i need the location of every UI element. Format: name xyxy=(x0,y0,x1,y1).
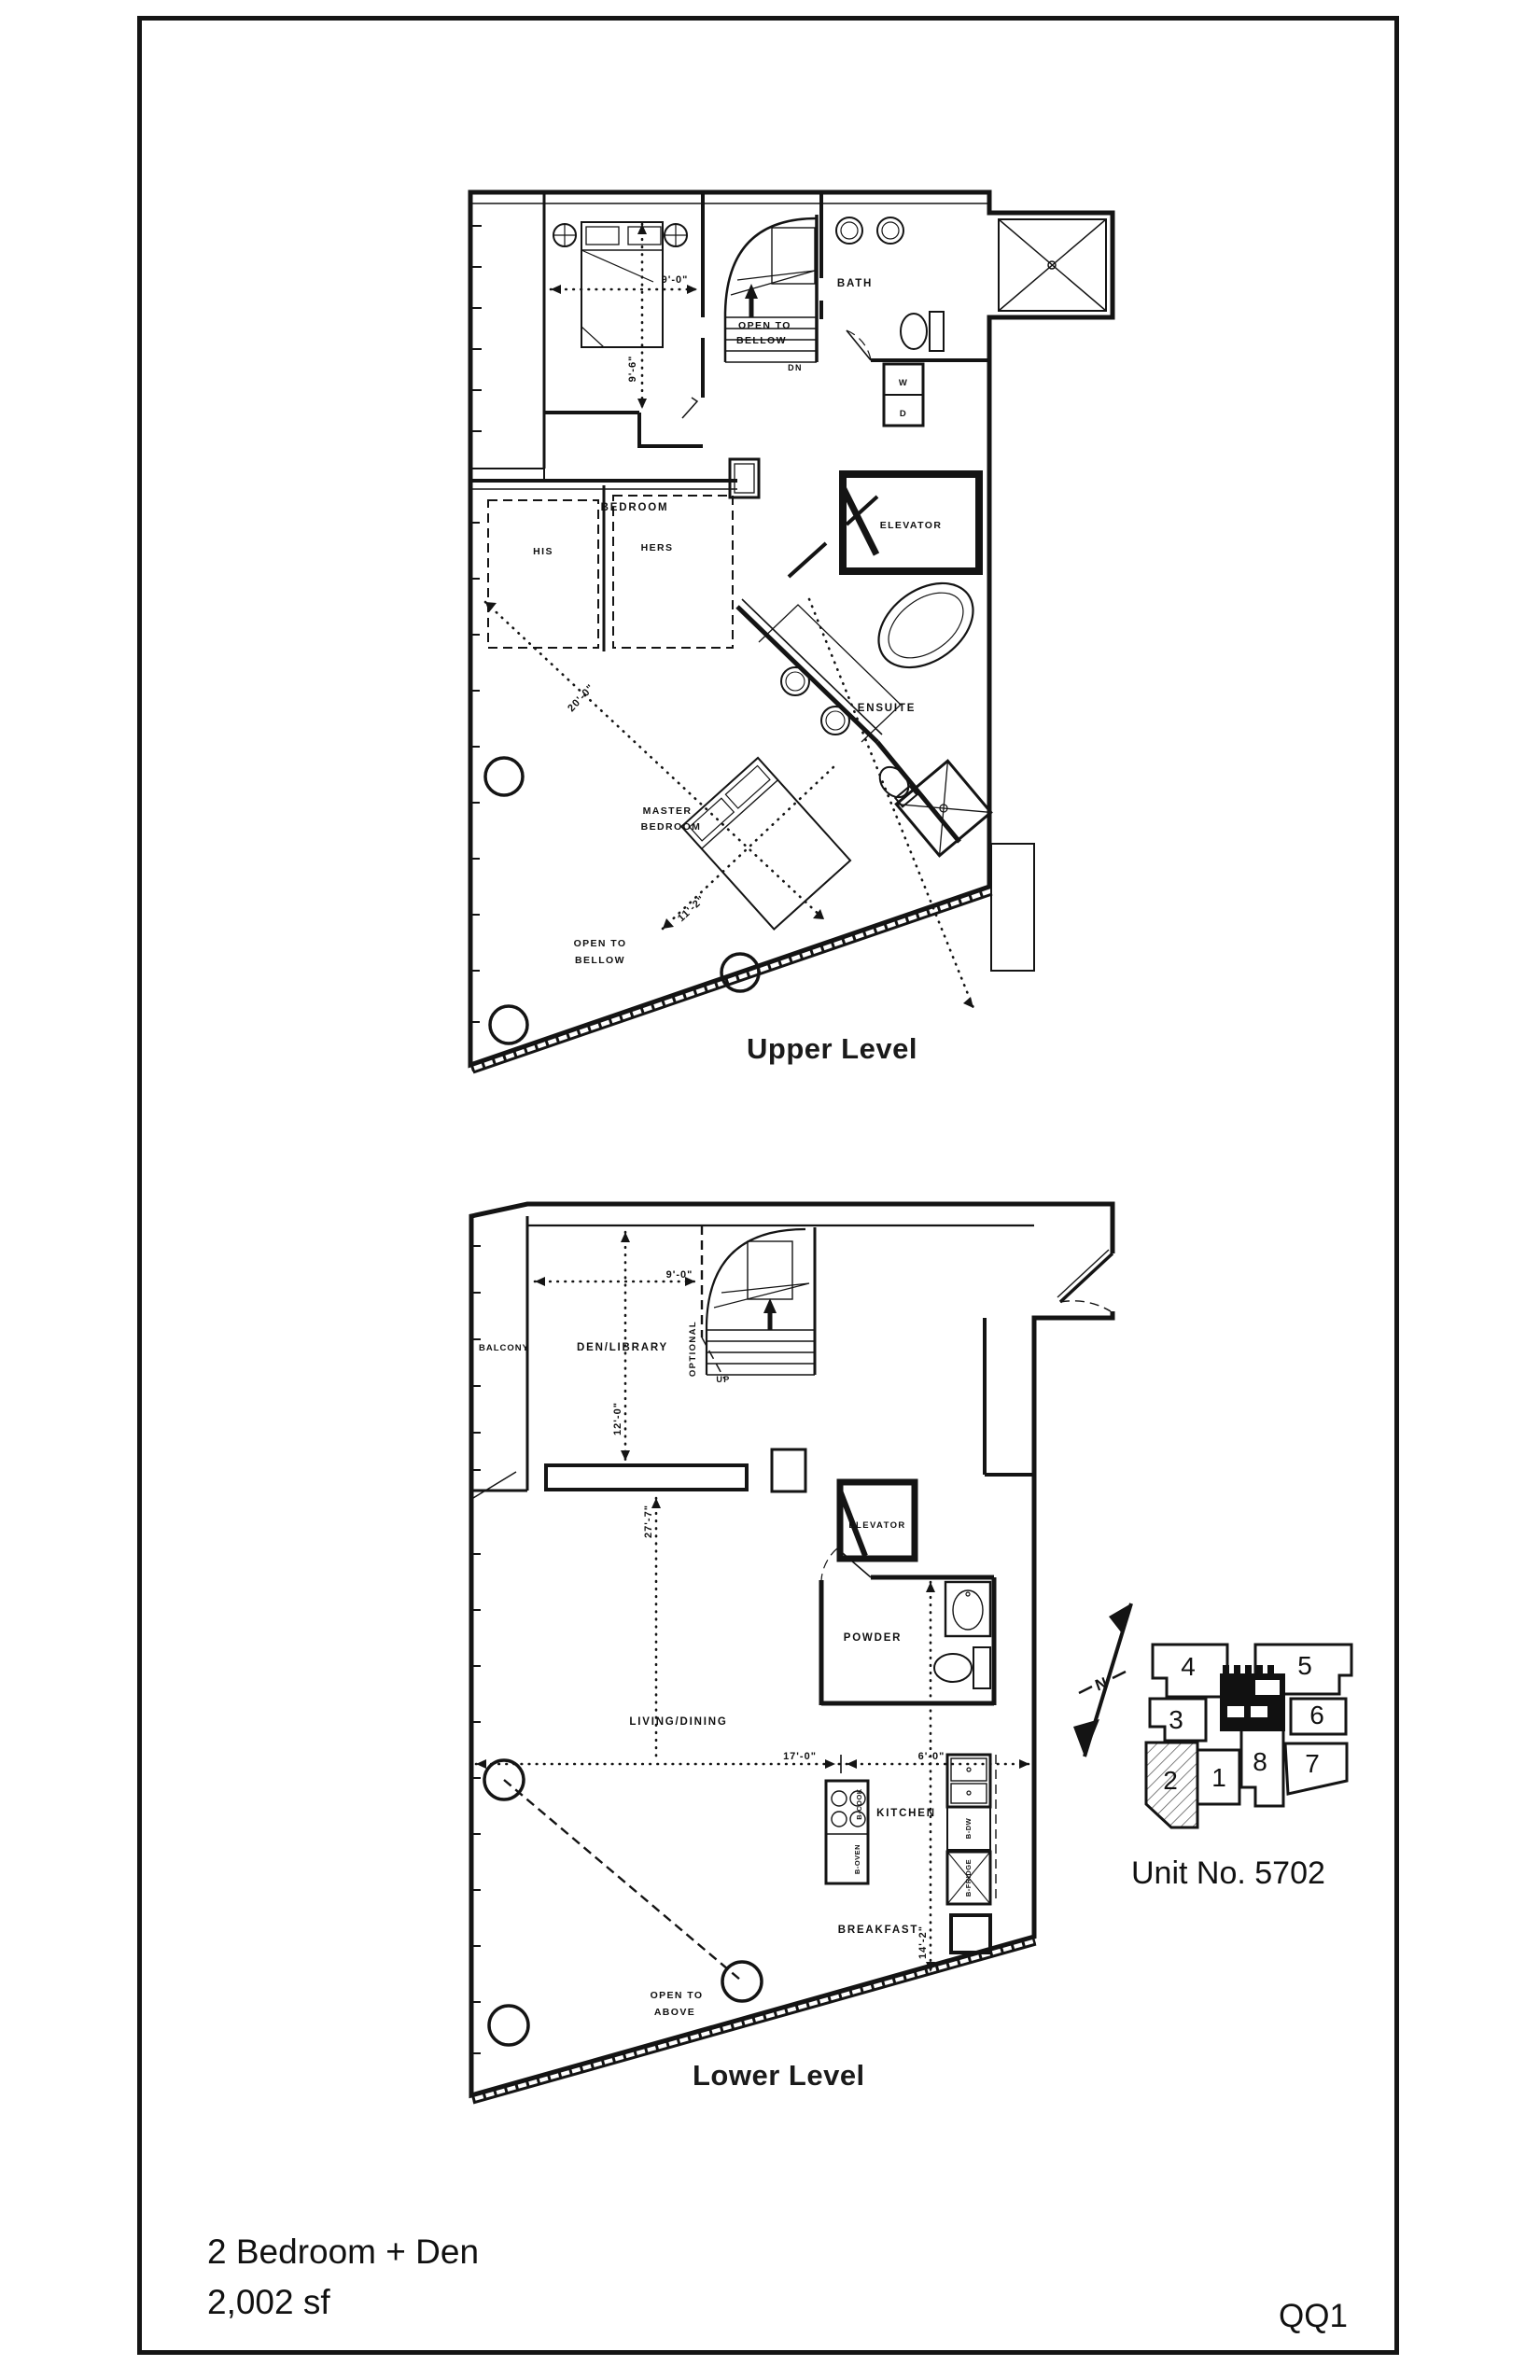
powder-toilet-icon xyxy=(934,1647,990,1688)
balcony-wall xyxy=(471,1216,527,2053)
room-label-den-library: DEN/LIBRARY xyxy=(577,1342,668,1353)
powder-sink-icon xyxy=(945,1582,990,1636)
label-open-to-above-1: OPEN TO xyxy=(650,1990,704,2001)
nightstand-lamp-icon xyxy=(553,224,687,246)
upper-window-wall xyxy=(470,192,544,1022)
bed xyxy=(581,222,663,347)
lower-plan xyxy=(462,1190,1125,2123)
ensuite-walls xyxy=(737,497,959,842)
bath-sink-icon xyxy=(836,217,903,244)
column xyxy=(722,1962,762,2001)
closet-hers xyxy=(613,496,733,648)
plan-code: QQ1 xyxy=(1279,2298,1348,2334)
keyplan-core xyxy=(1220,1665,1285,1731)
room-label-living-dining: LIVING/DINING xyxy=(629,1716,728,1728)
unit-type-label: 2 Bedroom + Den xyxy=(207,2233,480,2271)
dim-kitchen-depth: 14'-2" xyxy=(917,1925,929,1959)
unit-number-caption: Unit No. 5702 xyxy=(1131,1855,1325,1891)
unit-summary xyxy=(207,2227,479,2327)
unit-number-7: 7 xyxy=(1305,1749,1320,1778)
lower-outer-wall xyxy=(471,1204,1113,2095)
master-bed xyxy=(681,758,850,930)
label-dryer: D xyxy=(899,409,908,419)
label-optional: OPTIONAL xyxy=(688,1320,698,1378)
dim-bedroom-depth: 9'-6" xyxy=(627,355,638,383)
room-label-elevator-lower: ELEVATOR xyxy=(848,1520,906,1531)
room-label-master-2: BEDROOM xyxy=(640,821,702,833)
keyplan-units xyxy=(1146,1645,1351,1827)
bath-toilet-icon xyxy=(901,312,944,351)
dim-master-width: 11'-2" xyxy=(675,893,707,925)
entry-door xyxy=(1057,1250,1113,1311)
upper-dimension-lines xyxy=(485,224,973,1008)
room-label-balcony: BALCONY xyxy=(479,1343,529,1353)
unit-number-4: 4 xyxy=(1181,1652,1196,1681)
room-label-hers: HERS xyxy=(640,542,674,553)
room-label-ensuite: ENSUITE xyxy=(857,703,917,714)
breakfast-bar xyxy=(951,1915,990,1953)
label-open-to-below-stair-1: OPEN TO xyxy=(738,320,791,331)
ensuite-tub-icon xyxy=(862,566,988,684)
label-washer: W xyxy=(898,378,909,388)
upper-level-title: Upper Level xyxy=(747,1032,917,1065)
dim-master-diagonal: 20'-0" xyxy=(566,681,597,715)
column-box xyxy=(730,459,759,497)
room-label-powder: POWDER xyxy=(843,1632,903,1644)
unit-number-5: 5 xyxy=(1297,1651,1312,1680)
label-b-cook: B-COOK xyxy=(855,1788,863,1820)
coat-closet xyxy=(772,1449,805,1491)
room-label-kitchen: KITCHEN xyxy=(876,1808,936,1819)
unit-number-6: 6 xyxy=(1309,1701,1324,1729)
unit-number-1: 1 xyxy=(1211,1763,1226,1792)
label-open-to-below-stair-2: BELLOW xyxy=(736,335,787,346)
room-label-master-1: MASTER xyxy=(642,805,693,817)
room-label-bath: BATH xyxy=(836,278,874,289)
dim-bedroom-width: 9'-0" xyxy=(661,274,689,286)
unit-number-2: 2 xyxy=(1163,1766,1178,1795)
upper-bedroom-walls xyxy=(544,192,703,446)
lower-level-title: Lower Level xyxy=(693,2059,865,2092)
column xyxy=(489,2006,528,2045)
foyer-wall xyxy=(985,1318,1034,1475)
upper-terrace-skylight xyxy=(999,219,1106,311)
powder-walls xyxy=(821,1548,994,1705)
north-label: N xyxy=(1092,1673,1110,1695)
label-open-to-below-corner-2: BELLOW xyxy=(575,955,625,966)
open-to-above-line xyxy=(504,1780,740,1980)
ensuite-shower-icon xyxy=(896,761,990,855)
label-open-to-below-corner-1: OPEN TO xyxy=(573,938,627,949)
column xyxy=(485,758,523,795)
label-dn: DN xyxy=(788,363,803,372)
room-label-elevator-upper: ELEVATOR xyxy=(879,520,943,531)
label-b-oven: B-OVEN xyxy=(853,1843,861,1875)
label-b-dw: B-DW xyxy=(964,1817,973,1840)
room-label-bedroom: BEDROOM xyxy=(600,502,669,513)
den-walls xyxy=(546,1225,747,1490)
upper-outer-wall xyxy=(470,192,1113,1065)
upper-plan xyxy=(462,177,1125,1101)
unit-number-8: 8 xyxy=(1253,1747,1267,1776)
label-b-fridge: B-FRIDGE xyxy=(964,1858,973,1897)
room-label-breakfast: BREAKFAST xyxy=(837,1925,919,1936)
unit-area-label: 2,002 sf xyxy=(207,2282,330,2321)
dim-kitchen-width: 6'-0" xyxy=(917,1751,945,1762)
column xyxy=(490,1006,527,1043)
label-up: UP xyxy=(716,1375,731,1384)
label-open-to-above-2: ABOVE xyxy=(653,2007,696,2018)
dim-den-depth: 12'-0" xyxy=(612,1402,623,1435)
room-label-his: HIS xyxy=(533,546,553,557)
ensuite-vanity-sinks-icon xyxy=(781,667,849,735)
dim-living-depth: 27'-7" xyxy=(643,1505,654,1538)
upper-right-ledge xyxy=(991,844,1034,971)
dim-living-width: 17'-0" xyxy=(783,1751,817,1762)
unit-number-3: 3 xyxy=(1169,1705,1183,1734)
lower-stairs xyxy=(707,1227,815,1375)
dim-den-width: 9'-0" xyxy=(665,1269,693,1281)
